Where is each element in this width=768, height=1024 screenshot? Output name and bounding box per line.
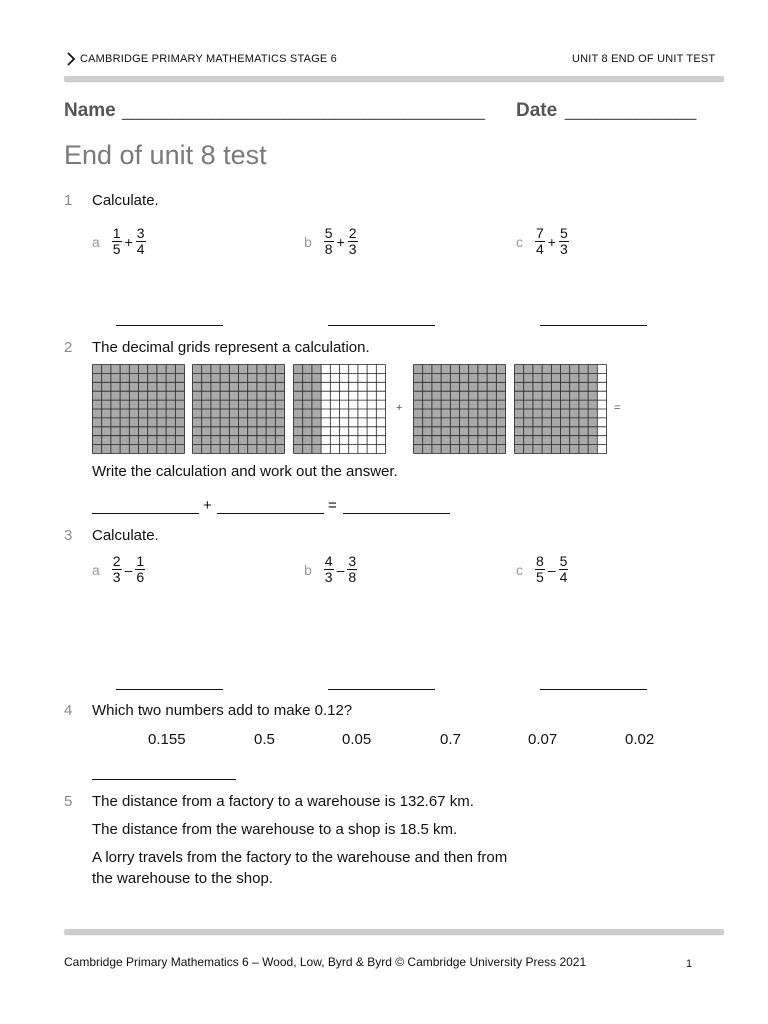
answer-line[interactable]: [540, 325, 647, 326]
numerator: 7: [536, 225, 544, 241]
question-text-line: A lorry travels from the factory to the warehouse and then from: [92, 849, 508, 866]
numerator: 1: [136, 553, 145, 569]
numerator: 3: [136, 225, 145, 241]
decimal-grid: [92, 364, 185, 454]
denominator: 4: [136, 241, 145, 257]
question-prompt: Which two numbers add to make 0.12?: [92, 702, 353, 719]
question-text-line: the warehouse to the shop.: [92, 870, 273, 887]
denominator: 3: [112, 569, 121, 585]
decimal-grid: [413, 364, 506, 454]
part-label: b: [304, 233, 312, 250]
q1-part-b: [304, 226, 358, 257]
fraction: [324, 554, 334, 585]
decimal-grid: [192, 364, 285, 454]
part-label: c: [516, 233, 523, 250]
fraction: [112, 554, 122, 585]
part-label: a: [92, 561, 100, 578]
option-value: 0.5: [254, 731, 275, 748]
decimal-grid: [293, 364, 386, 454]
fraction: [559, 226, 569, 257]
fraction: [535, 226, 545, 257]
denominator: 4: [559, 569, 568, 585]
fraction: [135, 554, 145, 585]
operator: +: [124, 233, 133, 250]
q3-part-b: [304, 554, 357, 585]
answer-line[interactable]: [328, 325, 435, 326]
name-blank: ____________________________________: [122, 100, 485, 121]
option-value: 0.02: [625, 731, 655, 748]
equals-sign: =: [614, 402, 621, 414]
footer-divider: [64, 929, 724, 934]
question-prompt: The decimal grids represent a calculation.: [92, 339, 370, 356]
date-blank: _____________: [565, 100, 696, 121]
question-number: 3: [64, 527, 73, 544]
fraction: [559, 554, 569, 585]
denominator: 5: [112, 241, 121, 257]
denominator: 6: [136, 569, 145, 585]
answer-line[interactable]: [540, 689, 647, 690]
question-prompt: Calculate.: [92, 527, 159, 544]
equals-sign: =: [328, 497, 337, 514]
denominator: 8: [348, 569, 357, 585]
q3-part-a: [92, 554, 145, 585]
denominator: 3: [324, 569, 333, 585]
answer-line[interactable]: [116, 689, 223, 690]
header-right-title: UNIT 8 END OF UNIT TEST: [572, 53, 716, 65]
option-value: 0.07: [528, 731, 558, 748]
numerator: 5: [559, 553, 568, 569]
answer-line[interactable]: [92, 779, 236, 780]
page-number: 1: [686, 958, 693, 970]
numerator: 2: [348, 225, 357, 241]
denominator: 3: [348, 241, 357, 257]
operator: +: [547, 233, 556, 250]
answer-line[interactable]: [116, 325, 223, 326]
option-value: 0.05: [342, 731, 372, 748]
answer-line[interactable]: [328, 689, 435, 690]
footer-credit: Cambridge Primary Mathematics 6 – Wood, Low, Byrd & Byrd © Cambridge University Press 2021: [64, 955, 587, 969]
fraction: [324, 226, 334, 257]
plus-sign: +: [396, 402, 403, 414]
date-label: Date: [516, 100, 558, 121]
operator: –: [547, 561, 556, 578]
fraction: [347, 554, 357, 585]
header-divider: [64, 76, 724, 81]
question-text-line: The distance from a factory to a warehouse is 132.67 km.: [92, 793, 474, 810]
numerator: 4: [324, 553, 333, 569]
q1-part-a: [92, 226, 146, 257]
name-label: Name: [64, 100, 116, 121]
header-left-title: CAMBRIDGE PRIMARY MATHEMATICS STAGE 6: [80, 53, 337, 65]
numerator: 8: [536, 553, 544, 569]
question-number: 4: [64, 702, 73, 719]
chevron-right-icon: [66, 52, 76, 66]
answer-line[interactable]: [343, 513, 450, 514]
denominator: 8: [324, 241, 333, 257]
part-label: a: [92, 233, 100, 250]
question-text-line: The distance from the warehouse to a shop is 18.5 km.: [92, 821, 458, 838]
numerator: 5: [559, 225, 568, 241]
numerator: 1: [112, 225, 121, 241]
page-title: End of unit 8 test: [64, 140, 267, 170]
question-number: 1: [64, 192, 73, 209]
operator: –: [124, 561, 133, 578]
answer-line[interactable]: [217, 513, 324, 514]
fraction: [136, 226, 146, 257]
fraction: [348, 226, 358, 257]
denominator: 4: [536, 241, 544, 257]
option-value: 0.155: [148, 731, 186, 748]
fraction: [112, 226, 122, 257]
question-number: 5: [64, 793, 73, 810]
question-number: 2: [64, 339, 73, 356]
operator: –: [336, 561, 345, 578]
fraction: [535, 554, 545, 585]
numerator: 5: [324, 225, 333, 241]
operator: +: [336, 233, 345, 250]
answer-line[interactable]: [92, 513, 199, 514]
denominator: 3: [559, 241, 568, 257]
q3-part-c: [516, 554, 568, 585]
part-label: b: [304, 561, 312, 578]
numerator: 2: [112, 553, 121, 569]
option-value: 0.7: [440, 731, 461, 748]
question-prompt: Calculate.: [92, 192, 159, 209]
decimal-grid: [514, 364, 607, 454]
q1-part-c: [516, 226, 569, 257]
instruction-text: Write the calculation and work out the answer.: [92, 463, 398, 480]
plus-sign: +: [203, 497, 212, 514]
denominator: 5: [536, 569, 544, 585]
part-label: c: [516, 561, 523, 578]
numerator: 3: [348, 553, 357, 569]
